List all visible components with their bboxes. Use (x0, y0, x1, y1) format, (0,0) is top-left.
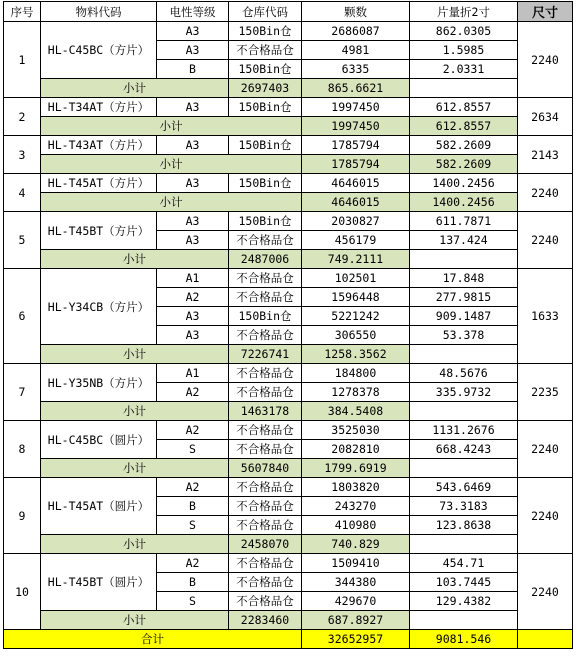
subtotal-label: 小计 (41, 155, 302, 174)
inventory-table (3, 1, 573, 649)
warehouse-cell: 不合格品仓 (229, 592, 302, 611)
subtotal-label: 小计 (41, 611, 229, 630)
wafer-qty-cell: 17.848 (410, 269, 518, 288)
warehouse-cell: 150Bin仓 (229, 98, 302, 117)
count-cell: 4646015 (302, 174, 410, 193)
count-cell: 243270 (302, 497, 410, 516)
count-cell: 3525030 (302, 421, 410, 440)
warehouse-cell: 不合格品仓 (229, 326, 302, 345)
grade-cell: A1 (157, 269, 229, 288)
count-cell: 6335 (302, 60, 410, 79)
table-row (4, 174, 573, 193)
header-seq: 序号 (4, 2, 41, 22)
grade-cell: A3 (157, 326, 229, 345)
subtotal-count: 7226741 (229, 345, 302, 364)
count-cell: 1596448 (302, 288, 410, 307)
wafer-qty-cell: 2.0331 (410, 60, 518, 79)
wafer-qty-cell: 48.5676 (410, 364, 518, 383)
subtotal-wafer-qty: 740.829 (302, 535, 410, 554)
wafer-qty-cell: 53.378 (410, 326, 518, 345)
material-code-cell: HL-C45BC（方片） (41, 22, 157, 79)
wafer-qty-cell: 137.424 (410, 231, 518, 250)
grade-cell: S (157, 592, 229, 611)
seq-cell: 7 (4, 364, 41, 421)
subtotal-count: 2458070 (229, 535, 302, 554)
material-code-cell: HL-Y35NB（方片） (41, 364, 157, 402)
warehouse-cell: 不合格品仓 (229, 573, 302, 592)
seq-cell: 3 (4, 136, 41, 174)
grade-cell: A3 (157, 136, 229, 155)
warehouse-cell: 150Bin仓 (229, 307, 302, 326)
wafer-qty-cell: 612.8557 (410, 98, 518, 117)
subtotal-count: 5607840 (229, 459, 302, 478)
grade-cell: A2 (157, 383, 229, 402)
size-cell: 2634 (518, 98, 573, 136)
wafer-qty-cell: 73.3183 (410, 497, 518, 516)
total-wafer-qty: 9081.546 (410, 630, 518, 649)
subtotal-label: 小计 (41, 250, 229, 269)
warehouse-cell: 150Bin仓 (229, 60, 302, 79)
subtotal-row (4, 193, 573, 212)
subtotal-wafer-qty: 865.6621 (302, 79, 410, 98)
warehouse-cell: 150Bin仓 (229, 212, 302, 231)
header-warehouse: 仓库代码 (229, 2, 302, 22)
wafer-qty-cell: 103.7445 (410, 573, 518, 592)
material-code-cell: HL-T43AT（方片） (41, 136, 157, 155)
grade-cell: B (157, 60, 229, 79)
table-row (4, 22, 573, 41)
subtotal-label: 小计 (41, 117, 302, 136)
subtotal-label: 小计 (41, 345, 229, 364)
size-cell: 2143 (518, 136, 573, 174)
seq-cell: 8 (4, 421, 41, 478)
total-row (4, 630, 573, 649)
table-row (4, 421, 573, 440)
header-size: 尺寸 (518, 2, 573, 22)
grade-cell: A2 (157, 421, 229, 440)
warehouse-cell: 150Bin仓 (229, 136, 302, 155)
subtotal-label: 小计 (41, 193, 302, 212)
subtotal-wafer-qty: 1258.3562 (302, 345, 410, 364)
subtotal-wafer-qty: 582.2609 (410, 155, 518, 174)
subtotal-row (4, 459, 573, 478)
grade-cell: A1 (157, 364, 229, 383)
count-cell: 410980 (302, 516, 410, 535)
seq-cell: 6 (4, 269, 41, 364)
header-row (4, 2, 573, 22)
subtotal-count: 4646015 (302, 193, 410, 212)
size-cell: 2240 (518, 174, 573, 212)
table-row (4, 212, 573, 231)
warehouse-cell: 不合格品仓 (229, 421, 302, 440)
count-cell: 1509410 (302, 554, 410, 573)
wafer-qty-cell: 611.7871 (410, 212, 518, 231)
warehouse-cell: 不合格品仓 (229, 41, 302, 60)
warehouse-cell: 不合格品仓 (229, 516, 302, 535)
header-material-code: 物料代码 (41, 2, 157, 22)
material-code-cell: HL-T45AT（方片） (41, 174, 157, 193)
grade-cell: A3 (157, 41, 229, 60)
count-cell: 2030827 (302, 212, 410, 231)
warehouse-cell: 不合格品仓 (229, 269, 302, 288)
subtotal-row (4, 155, 573, 174)
total-label: 合计 (4, 630, 302, 649)
grade-cell: S (157, 516, 229, 535)
warehouse-cell: 不合格品仓 (229, 364, 302, 383)
wafer-qty-cell: 582.2609 (410, 136, 518, 155)
wafer-qty-cell: 862.0305 (410, 22, 518, 41)
grade-cell: A3 (157, 22, 229, 41)
wafer-qty-cell: 543.6469 (410, 478, 518, 497)
warehouse-cell: 不合格品仓 (229, 231, 302, 250)
wafer-qty-cell: 1.5985 (410, 41, 518, 60)
grade-cell: A2 (157, 554, 229, 573)
header-wafer-qty: 片量折2寸 (410, 2, 518, 22)
warehouse-cell: 150Bin仓 (229, 22, 302, 41)
total-size-blank (518, 630, 573, 649)
grade-cell: A3 (157, 174, 229, 193)
subtotal-wafer-qty: 687.8927 (302, 611, 410, 630)
grade-cell: A3 (157, 212, 229, 231)
wafer-qty-cell: 1400.2456 (410, 174, 518, 193)
material-code-cell: HL-T45AT（圆片） (41, 478, 157, 535)
subtotal-wafer-qty: 384.5408 (302, 402, 410, 421)
wafer-qty-cell: 909.1487 (410, 307, 518, 326)
subtotal-count: 2283460 (229, 611, 302, 630)
table-row (4, 136, 573, 155)
subtotal-row (4, 117, 573, 136)
wafer-qty-cell: 277.9815 (410, 288, 518, 307)
wafer-qty-cell: 668.4243 (410, 440, 518, 459)
warehouse-cell: 不合格品仓 (229, 478, 302, 497)
material-code-cell: HL-T45BT（方片） (41, 212, 157, 250)
subtotal-wafer-qty: 1799.6919 (302, 459, 410, 478)
grade-cell: B (157, 573, 229, 592)
count-cell: 102501 (302, 269, 410, 288)
grade-cell: B (157, 497, 229, 516)
seq-cell: 1 (4, 22, 41, 98)
seq-cell: 2 (4, 98, 41, 136)
seq-cell: 10 (4, 554, 41, 630)
size-cell: 1633 (518, 269, 573, 364)
wafer-qty-cell: 129.4382 (410, 592, 518, 611)
total-count: 32652957 (302, 630, 410, 649)
wafer-qty-cell: 1131.2676 (410, 421, 518, 440)
subtotal-row (4, 79, 573, 98)
count-cell: 5221242 (302, 307, 410, 326)
grade-cell: A3 (157, 307, 229, 326)
warehouse-cell: 不合格品仓 (229, 383, 302, 402)
table-body (4, 22, 573, 649)
subtotal-row (4, 402, 573, 421)
table-row (4, 364, 573, 383)
count-cell: 456179 (302, 231, 410, 250)
grade-cell: A2 (157, 288, 229, 307)
header-count: 颗数 (302, 2, 410, 22)
subtotal-count: 2487006 (229, 250, 302, 269)
count-cell: 184800 (302, 364, 410, 383)
size-cell: 2235 (518, 364, 573, 421)
warehouse-cell: 不合格品仓 (229, 440, 302, 459)
subtotal-label: 小计 (41, 459, 229, 478)
subtotal-row (4, 345, 573, 364)
material-code-cell: HL-T45BT（圆片） (41, 554, 157, 611)
subtotal-count: 2697403 (229, 79, 302, 98)
warehouse-cell: 不合格品仓 (229, 554, 302, 573)
size-cell: 2240 (518, 212, 573, 269)
seq-cell: 4 (4, 174, 41, 212)
subtotal-count: 1785794 (302, 155, 410, 174)
count-cell: 344380 (302, 573, 410, 592)
size-cell: 2240 (518, 421, 573, 478)
warehouse-cell: 不合格品仓 (229, 497, 302, 516)
wafer-qty-cell: 454.71 (410, 554, 518, 573)
count-cell: 1785794 (302, 136, 410, 155)
subtotal-count: 1463178 (229, 402, 302, 421)
table-row (4, 98, 573, 117)
count-cell: 306550 (302, 326, 410, 345)
warehouse-cell: 不合格品仓 (229, 288, 302, 307)
subtotal-label: 小计 (41, 79, 229, 98)
count-cell: 2686087 (302, 22, 410, 41)
material-code-cell: HL-C45BC（圆片） (41, 421, 157, 459)
seq-cell: 5 (4, 212, 41, 269)
warehouse-cell: 150Bin仓 (229, 174, 302, 193)
material-code-cell: HL-Y34CB（方片） (41, 269, 157, 345)
seq-cell: 9 (4, 478, 41, 554)
count-cell: 1997450 (302, 98, 410, 117)
subtotal-label: 小计 (41, 535, 229, 554)
material-code-cell: HL-T34AT（方片） (41, 98, 157, 117)
count-cell: 1278378 (302, 383, 410, 402)
grade-cell: A2 (157, 478, 229, 497)
subtotal-label: 小计 (41, 402, 229, 421)
grade-cell: A3 (157, 231, 229, 250)
header-grade: 电性等级 (157, 2, 229, 22)
table-row (4, 269, 573, 288)
grade-cell: A3 (157, 98, 229, 117)
wafer-qty-cell: 335.9732 (410, 383, 518, 402)
subtotal-wafer-qty: 612.8557 (410, 117, 518, 136)
subtotal-row (4, 611, 573, 630)
table-row (4, 478, 573, 497)
wafer-qty-cell: 123.8638 (410, 516, 518, 535)
size-cell: 2240 (518, 22, 573, 98)
grade-cell: S (157, 440, 229, 459)
size-cell: 2240 (518, 554, 573, 630)
count-cell: 2082810 (302, 440, 410, 459)
subtotal-wafer-qty: 749.2111 (302, 250, 410, 269)
subtotal-count: 1997450 (302, 117, 410, 136)
subtotal-wafer-qty: 1400.2456 (410, 193, 518, 212)
table-row (4, 554, 573, 573)
size-cell: 2240 (518, 478, 573, 554)
count-cell: 1803820 (302, 478, 410, 497)
subtotal-row (4, 250, 573, 269)
count-cell: 4981 (302, 41, 410, 60)
count-cell: 429670 (302, 592, 410, 611)
subtotal-row (4, 535, 573, 554)
